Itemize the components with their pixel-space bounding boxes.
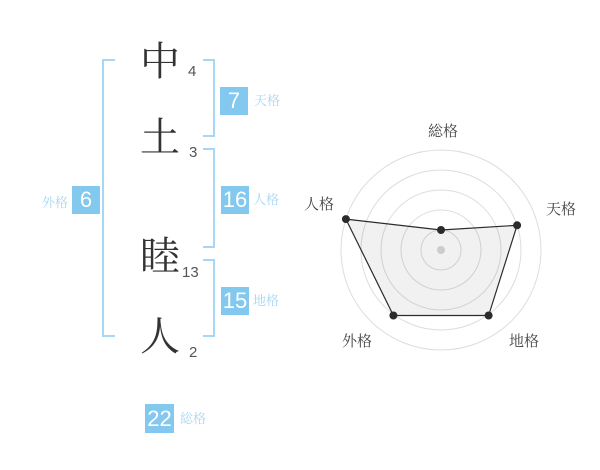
radar-axis-label-gaikaku: 外格 [341, 333, 373, 350]
jinkaku-label: 人格 [253, 192, 280, 207]
name-character-3: 睦 [140, 235, 180, 279]
chikaku-label: 地格 [253, 293, 280, 308]
jinkaku-bracket [203, 148, 215, 248]
soukaku-label: 総格 [180, 411, 207, 426]
jinkaku-value-badge: 16 [222, 187, 248, 212]
gaikaku-label: 外格 [41, 195, 68, 210]
stroke-count-1: 4 [188, 63, 197, 80]
radar-axis-label-tenkaku: 天格 [545, 201, 577, 218]
radar-data-polygon [346, 219, 517, 315]
chikaku-bracket [203, 259, 215, 337]
gaikaku-bracket [102, 59, 115, 337]
gaikaku-value-badge: 6 [72, 186, 100, 214]
chikaku-value-badge: 15 [222, 288, 248, 313]
radar-chart [296, 105, 586, 395]
tenkaku-value-badge: 7 [220, 87, 248, 115]
name-character-1: 中 [140, 40, 180, 84]
radar-center-dot [437, 246, 445, 254]
tenkaku-bracket [203, 59, 215, 137]
name-character-2: 土 [140, 116, 180, 160]
radar-axis-label-soukaku: 総格 [427, 123, 459, 140]
tenkaku-label: 天格 [254, 93, 281, 108]
radar-axis-label-jinkaku: 人格 [303, 196, 335, 213]
name-character-4: 人 [140, 315, 180, 359]
stroke-count-4: 2 [189, 344, 198, 361]
radar-axis-label-chikaku: 地格 [508, 333, 540, 350]
stroke-count-3: 13 [182, 264, 199, 281]
stroke-count-2: 3 [189, 144, 198, 161]
soukaku-value-badge: 22 [145, 404, 174, 433]
